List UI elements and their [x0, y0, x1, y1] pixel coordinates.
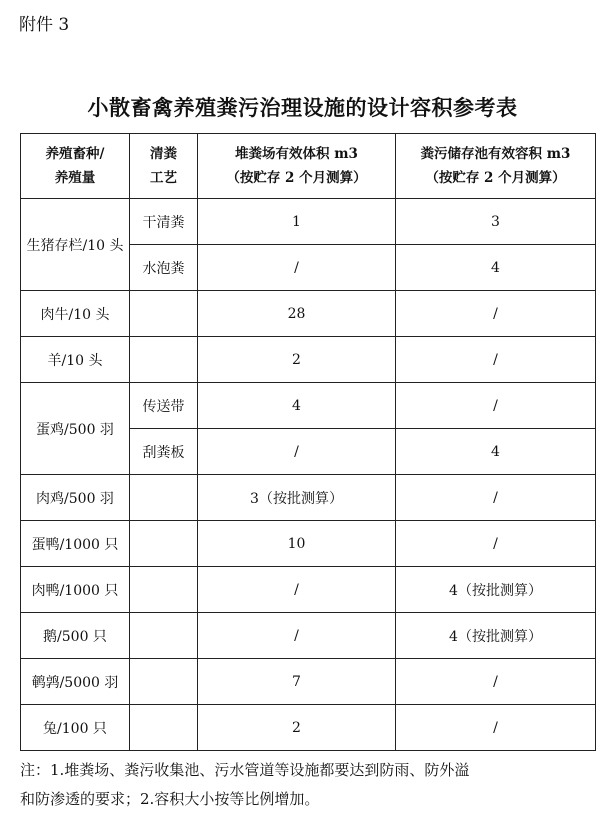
- header-heap-volume: 堆粪场有效体积 m3 （按贮存 2 个月测算）: [198, 134, 396, 199]
- cell-animal: 羊/10 头: [21, 337, 130, 383]
- cell-process: 水泡粪: [130, 245, 198, 291]
- cell-heap: 7: [198, 659, 396, 705]
- cell-storage: /: [396, 705, 596, 751]
- header-animal: 养殖畜种/ 养殖量: [21, 134, 130, 199]
- table-header-row: [21, 134, 596, 199]
- cell-heap: 2: [198, 337, 396, 383]
- footnote: [20, 756, 590, 814]
- reference-table: [20, 133, 596, 751]
- cell-storage: 4: [396, 245, 596, 291]
- cell-heap: 1: [198, 199, 396, 245]
- cell-heap: /: [198, 429, 396, 475]
- cell-storage: /: [396, 475, 596, 521]
- table-row: [21, 705, 596, 751]
- cell-heap: 3（按批测算）: [198, 475, 396, 521]
- cell-storage: 4（按批测算）: [396, 613, 596, 659]
- cell-process: [130, 567, 198, 613]
- table-row: [21, 613, 596, 659]
- cell-storage: 4: [396, 429, 596, 475]
- header-process: 清粪 工艺: [130, 134, 198, 199]
- cell-heap: /: [198, 613, 396, 659]
- cell-animal: 兔/100 只: [21, 705, 130, 751]
- cell-process: [130, 705, 198, 751]
- cell-animal: 鹌鹑/5000 羽: [21, 659, 130, 705]
- footnote-line-2: 和防渗透的要求；2.容积大小按等比例增加。: [20, 790, 320, 808]
- cell-animal: 蛋鸡/500 羽: [21, 383, 130, 475]
- cell-process: 干清粪: [130, 199, 198, 245]
- header-storage-volume: 粪污储存池有效容积 m3 （按贮存 2 个月测算）: [396, 134, 596, 199]
- cell-process: 刮粪板: [130, 429, 198, 475]
- cell-storage: /: [396, 659, 596, 705]
- cell-heap: /: [198, 245, 396, 291]
- table-row: [21, 567, 596, 613]
- cell-animal: 肉鸭/1000 只: [21, 567, 130, 613]
- table-row: [21, 291, 596, 337]
- cell-animal: 蛋鸭/1000 只: [21, 521, 130, 567]
- cell-process: [130, 521, 198, 567]
- cell-heap: 10: [198, 521, 396, 567]
- cell-heap: 28: [198, 291, 396, 337]
- cell-process: [130, 475, 198, 521]
- table-row: [21, 199, 596, 245]
- table-row: [21, 337, 596, 383]
- cell-heap: 2: [198, 705, 396, 751]
- attachment-label: 附件 3: [19, 15, 70, 35]
- cell-process: 传送带: [130, 383, 198, 429]
- cell-storage: /: [396, 337, 596, 383]
- cell-animal: 生猪存栏/10 头: [21, 199, 130, 291]
- cell-heap: /: [198, 567, 396, 613]
- cell-storage: 4（按批测算）: [396, 567, 596, 613]
- cell-animal: 肉牛/10 头: [21, 291, 130, 337]
- table-row: [21, 521, 596, 567]
- table-row: [21, 383, 596, 429]
- table-row: [21, 475, 596, 521]
- document-title: 小散畜禽养殖粪污治理设施的设计容积参考表: [87, 95, 518, 120]
- cell-process: [130, 337, 198, 383]
- cell-process: [130, 659, 198, 705]
- cell-storage: /: [396, 383, 596, 429]
- cell-heap: 4: [198, 383, 396, 429]
- cell-process: [130, 291, 198, 337]
- cell-animal: 肉鸡/500 羽: [21, 475, 130, 521]
- table-row: [21, 659, 596, 705]
- cell-storage: /: [396, 521, 596, 567]
- cell-process: [130, 613, 198, 659]
- cell-animal: 鹅/500 只: [21, 613, 130, 659]
- footnote-line-1: 注：1.堆粪场、粪污收集池、污水管道等设施都要达到防雨、防外溢: [20, 761, 470, 779]
- cell-storage: /: [396, 291, 596, 337]
- cell-storage: 3: [396, 199, 596, 245]
